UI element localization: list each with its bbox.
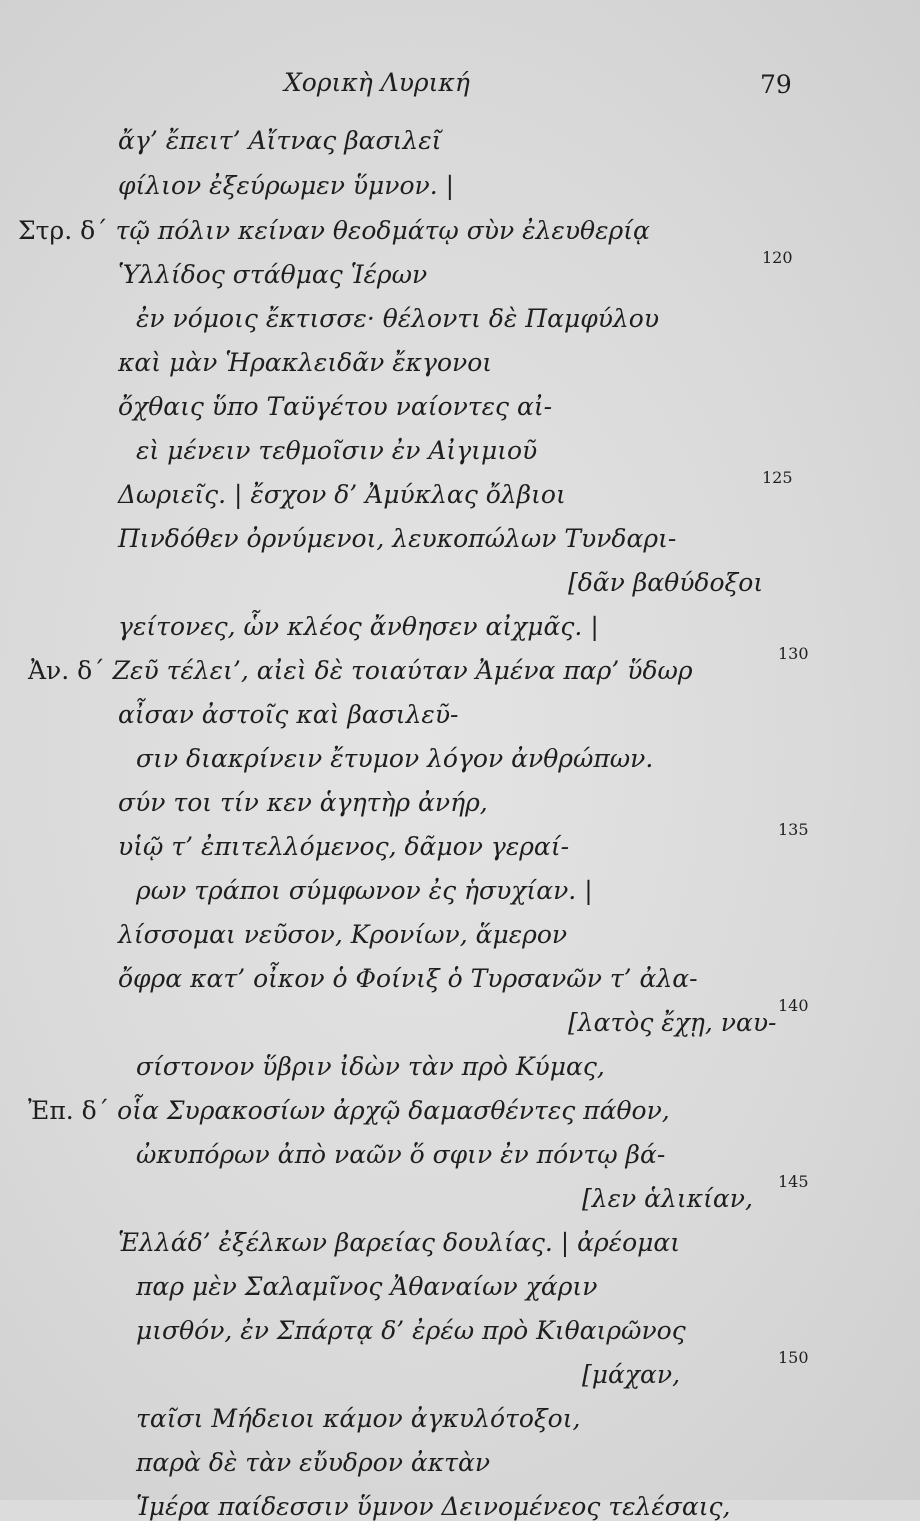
verse-line: ὄφρα κατ’ οἶκον ὁ Φοίνιξ ὁ Τυρσανῶν τ’ ἀλα- [118,964,698,993]
verse-line: Ἀν. δ΄ Ζεῦ τέλει’, αἰεὶ δὲ τοιαύταν Ἀμένα παρ’ ὕδωρ [28,656,693,685]
verse-line: αἶσαν ἀστοῖς καὶ βασιλεῦ- [118,700,459,729]
line-number: 125 [762,468,793,487]
verse-line: [λεν ἁλικίαν, [582,1184,753,1213]
verse-line: σιν διακρίνειν ἔτυμον λόγον ἀνθρώπων. [136,744,654,773]
line-number: 145 [778,1172,809,1191]
verse-line: Ἑλλάδ’ ἐξέλκων βαρείας δουλίας. | ἀρέομαι [118,1228,681,1257]
verse-line: μισθόν, ἐν Σπάρτᾳ δ’ ἐρέω πρὸ Κιθαιρῶνος [136,1316,686,1345]
verse-line: εὶ μένειν τεθμοῖσιν ἐν Αἰγιμιοῦ [136,436,538,465]
verse-line: ἄγ’ ἔπειτ’ Αἴτνας βασιλεῖ [118,126,442,155]
line-number: 135 [778,820,809,839]
verse-line: [μάχαν, [582,1360,681,1389]
line-number: 150 [778,1348,809,1367]
verse-line: Δωριεῖς. | ἔσχον δ’ Ἀμύκλας ὄλβιοι [118,480,566,509]
verse-line: [δᾶν βαθύδοξοι [568,568,764,597]
verse-line: Ὑλλίδος στάθμας Ἱέρων [118,260,428,289]
verse-line: ρων τράποι σύμφωνον ἐς ἡσυχίαν. | [136,876,593,905]
verse-line: Ἱμέρα παίδεσσιν ὕμνον Δεινομένεος τελέσαις, [136,1492,731,1521]
verse-line: Στρ. δ΄ τῷ πόλιν κείναν θεοδμάτῳ σὺν ἐλευθερίᾳ [18,216,650,245]
verse-line: ἐν νόμοις ἔκτισσε· θέλοντι δὲ Παμφύλου [136,304,660,333]
verse-line: υἱῷ τ’ ἐπιτελλόμενος, δᾶμον γεραί- [118,832,570,861]
verse-line: σύν τοι τίν κεν ἁγητὴρ ἀνήρ, [118,788,488,817]
line-number: 130 [778,644,809,663]
verse-line: ὠκυπόρων ἀπὸ ναῶν ὅ σφιν ἐν πόντῳ βά- [136,1140,666,1169]
antistrophe-marker: Ἀν. δ΄ [28,656,105,685]
verse-line: λίσσομαι νεῦσον, Κρονίων, ἅμερον [118,920,568,949]
strophe-marker: Στρ. δ΄ [18,216,108,245]
running-head-title: Χορικὴ Λυρική [284,68,470,97]
page-number: 79 [760,70,792,99]
verse-line: σίστονον ὕβριν ἰδὼν τὰν πρὸ Κύμας, [136,1052,605,1081]
verse-line: γείτονες, ὧν κλέος ἄνθησεν αἰχμᾶς. | [118,612,599,641]
verse-line: καὶ μὰν Ἡρακλειδᾶν ἔκγονοι [118,348,493,377]
verse-line: [λατὸς ἔχῃ, ναυ- [568,1008,777,1037]
verse-line: παρ μὲν Σαλαμῖνος Ἀθαναίων χάριν [136,1272,598,1301]
verse-line: ταῖσι Μήδειοι κάμον ἀγκυλότοξοι, [136,1404,581,1433]
verse-line: Πινδόθεν ὀρνύμενοι, λευκοπώλων Τυνδαρι- [118,524,677,553]
verse-line: φίλιον ἐξεύρωμεν ὕμνον. | [118,171,455,200]
line-number: 120 [762,248,793,267]
line-number: 140 [778,996,809,1015]
epode-marker: Ἐπ. δ΄ [28,1096,110,1125]
verse-line: Ἐπ. δ΄ οἷα Συρακοσίων ἀρχῷ δαμασθέντες πάθον, [28,1096,670,1125]
verse-line: παρὰ δὲ τὰν εὔυδρον ἀκτὰν [136,1448,491,1477]
verse-line: ὄχθαις ὕπο Ταϋγέτου ναίοντες αἰ- [118,392,553,421]
